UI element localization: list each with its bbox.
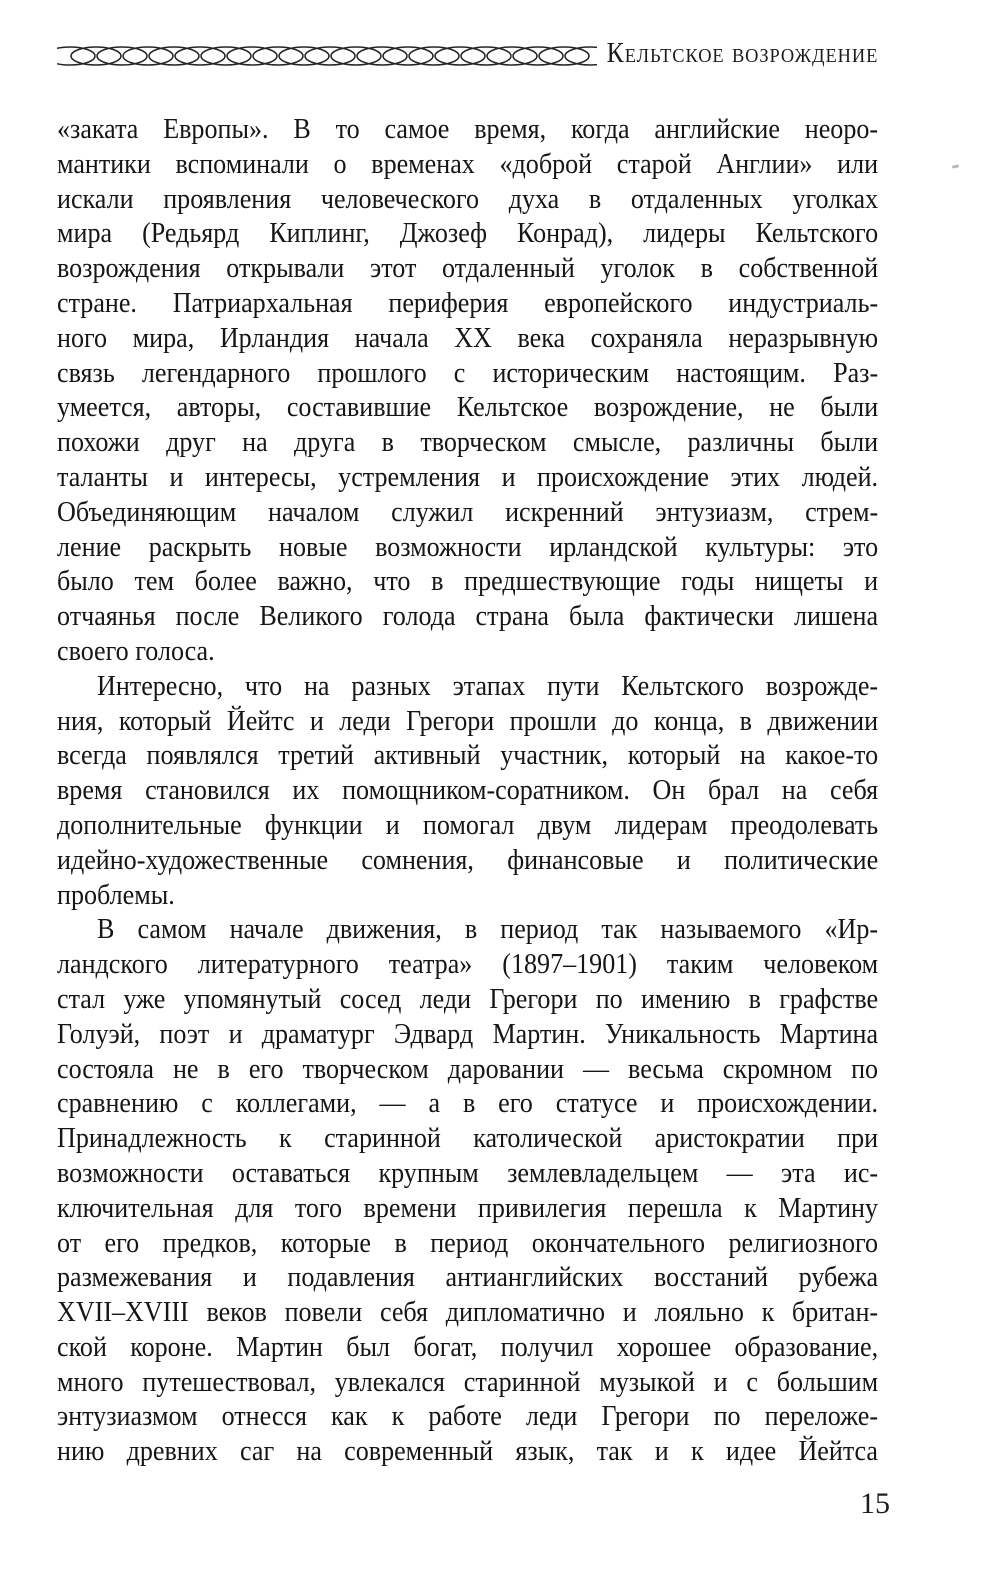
text-line: возможности оставаться крупным землевладельцем — эта ис- — [57, 1157, 879, 1189]
text-line: проблемы. — [57, 879, 175, 911]
text-line: XVII–XVIII веков повели себя дипломатично и лояльно к британ- — [57, 1297, 879, 1329]
text-line: дополнительные функции и помогал двум лидерам преодолевать — [57, 809, 879, 841]
scan-artifact — [952, 164, 959, 168]
text-line: ного мира, Ирландия начала XX века сохраняла неразрывную — [57, 322, 879, 354]
text-line: мира (Редьярд Киплинг, Джозеф Конрад), лидеры Кельтского — [57, 218, 879, 250]
text-line: В самом начале движения, в период так называемого «Ир- — [97, 914, 879, 946]
text-line: своего голоса. — [57, 635, 215, 667]
text-line: всегда появлялся третий активный участник, который на какое-то — [57, 740, 879, 772]
body-text-block — [57, 113, 878, 1470]
text-line: ния, который Йейтс и леди Грегори прошли до конца, в движении — [57, 705, 879, 737]
text-line: умеется, авторы, составившие Кельтское возрождение, не были — [57, 392, 879, 424]
text-line: время становился их помощником-соратником. Он брал на себя — [57, 775, 879, 807]
text-line: ключительная для того времени привилегия перешла к Мартину — [57, 1192, 879, 1224]
text-line: Голуэй, поэт и драматург Эдвард Мартин. Уникальность Мартина — [57, 1018, 879, 1050]
text-line: было тем более важно, что в предшествующие годы нищеты и — [57, 566, 879, 598]
text-line: энтузиазмом отнесся как к работе леди Грегори по переложе- — [57, 1401, 879, 1433]
text-line: стране. Патриархальная периферия европейского индустриаль- — [57, 287, 879, 319]
text-line: таланты и интересы, устремления и происхождение этих людей. — [57, 461, 879, 493]
text-line: Интересно, что на разных этапах пути Кельтского возрожде- — [97, 670, 879, 702]
text-line: ление раскрыть новые возможности ирландской культуры: это — [57, 531, 879, 563]
text-line: «заката Европы». В то самое время, когда английские неоро- — [57, 114, 879, 145]
text-line: состояла не в его творческом даровании — весьма скромном по — [57, 1053, 879, 1085]
text-line: Принадлежность к старинной католической аристократии при — [57, 1123, 879, 1155]
text-line: стал уже упомянутый сосед леди Грегори по имению в графстве — [57, 983, 879, 1015]
text-line: связь легендарного прошлого с историческим настоящим. Раз- — [57, 357, 879, 389]
text-line: похожи друг на друга в творческом смысле, различны были — [57, 427, 879, 459]
text-line: искали проявления человеческого духа в отдаленных уголках — [57, 183, 879, 215]
text-line: сравнению с коллегами, — а в его статусе и происхождении. — [57, 1088, 879, 1120]
text-line: идейно-художественные сомнения, финансовые и политические — [57, 844, 879, 876]
chain-braid-ornament-icon — [57, 44, 597, 68]
text-line: мантики вспоминали о временах «доброй старой Англии» или — [57, 148, 879, 180]
text-line: от его предков, которые в период окончательного религиозного — [57, 1227, 879, 1259]
text-line: размежевания и подавления антианглийских восстаний рубежа — [57, 1262, 879, 1294]
text-line: нию древних саг на современный язык, так и к идее Йейтса — [57, 1436, 879, 1468]
text-line: ландского литературного театра» (1897–1901) таким человеком — [57, 949, 879, 981]
text-line: ской короне. Мартин был богат, получил хорошее образование, — [57, 1331, 879, 1363]
text-line: отчаянья после Великого голода страна была фактически лишена — [57, 601, 879, 633]
text-line: возрождения открывали этот отдаленный уголок в собственной — [57, 253, 879, 285]
page-number: 15 — [860, 1487, 890, 1520]
text-line: много путешествовал, увлекался старинной музыкой и с большим — [57, 1366, 879, 1398]
running-title: Кельтское возрождение — [606, 38, 878, 69]
text-line: Объединяющим началом служил искренний энтузиазм, стрем- — [57, 496, 879, 528]
